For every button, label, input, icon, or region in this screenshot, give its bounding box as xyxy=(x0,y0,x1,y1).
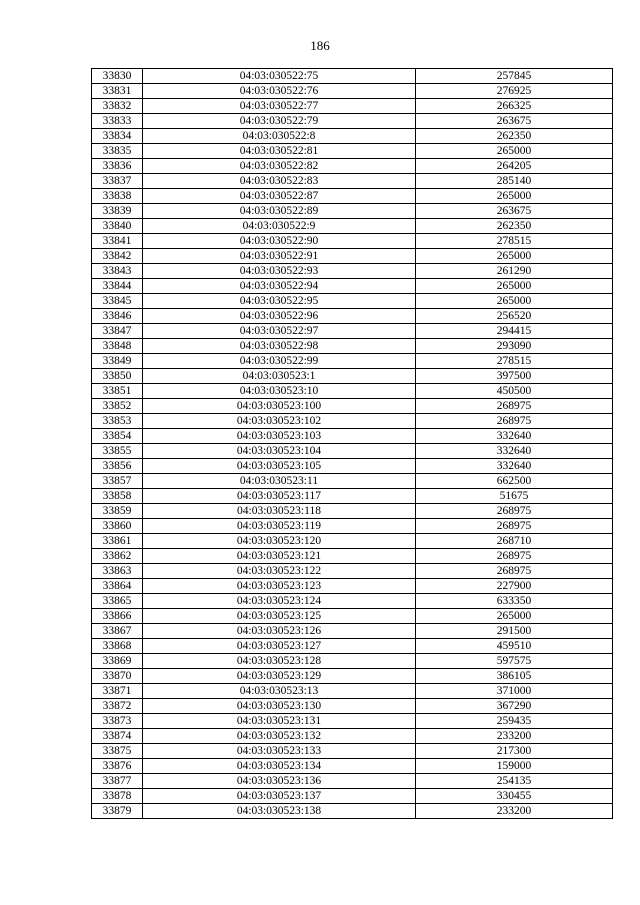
cadastral-number-cell: 04:03:030523:117 xyxy=(143,489,416,504)
row-number-cell: 33869 xyxy=(92,654,143,669)
row-number-cell: 33857 xyxy=(92,474,143,489)
value-cell: 259435 xyxy=(416,714,613,729)
value-cell: 662500 xyxy=(416,474,613,489)
value-cell: 227900 xyxy=(416,579,613,594)
table-row xyxy=(92,114,613,129)
value-cell: 262350 xyxy=(416,219,613,234)
cadastral-number-cell: 04:03:030522:9 xyxy=(143,219,416,234)
table-row xyxy=(92,714,613,729)
table-row xyxy=(92,279,613,294)
row-number-cell: 33879 xyxy=(92,804,143,819)
value-cell: 332640 xyxy=(416,429,613,444)
table-row xyxy=(92,444,613,459)
cadastral-number-cell: 04:03:030523:137 xyxy=(143,789,416,804)
value-cell: 265000 xyxy=(416,294,613,309)
value-cell: 268975 xyxy=(416,414,613,429)
table-row xyxy=(92,234,613,249)
cadastral-number-cell: 04:03:030523:127 xyxy=(143,639,416,654)
cadastral-number-cell: 04:03:030522:94 xyxy=(143,279,416,294)
cadastral-number-cell: 04:03:030522:89 xyxy=(143,204,416,219)
cadastral-number-cell: 04:03:030522:8 xyxy=(143,129,416,144)
row-number-cell: 33859 xyxy=(92,504,143,519)
table-row xyxy=(92,414,613,429)
value-cell: 261290 xyxy=(416,264,613,279)
table-row xyxy=(92,729,613,744)
value-cell: 265000 xyxy=(416,609,613,624)
row-number-cell: 33858 xyxy=(92,489,143,504)
cadastral-number-cell: 04:03:030523:131 xyxy=(143,714,416,729)
table-row xyxy=(92,519,613,534)
value-cell: 265000 xyxy=(416,279,613,294)
value-cell: 332640 xyxy=(416,444,613,459)
row-number-cell: 33849 xyxy=(92,354,143,369)
value-cell: 254135 xyxy=(416,774,613,789)
row-number-cell: 33836 xyxy=(92,159,143,174)
cadastral-number-cell: 04:03:030523:132 xyxy=(143,729,416,744)
table-row xyxy=(92,84,613,99)
cadastral-number-cell: 04:03:030522:81 xyxy=(143,144,416,159)
row-number-cell: 33839 xyxy=(92,204,143,219)
cadastral-number-cell: 04:03:030523:129 xyxy=(143,669,416,684)
table-row xyxy=(92,399,613,414)
table-row xyxy=(92,684,613,699)
cadastral-number-cell: 04:03:030523:105 xyxy=(143,459,416,474)
cadastral-number-cell: 04:03:030522:77 xyxy=(143,99,416,114)
cadastral-number-cell: 04:03:030522:76 xyxy=(143,84,416,99)
cadastral-number-cell: 04:03:030523:102 xyxy=(143,414,416,429)
table-row xyxy=(92,534,613,549)
row-number-cell: 33868 xyxy=(92,639,143,654)
table-row xyxy=(92,369,613,384)
cadastral-number-cell: 04:03:030522:82 xyxy=(143,159,416,174)
cadastral-number-cell: 04:03:030522:75 xyxy=(143,69,416,84)
value-cell: 268975 xyxy=(416,549,613,564)
row-number-cell: 33874 xyxy=(92,729,143,744)
value-cell: 263675 xyxy=(416,114,613,129)
row-number-cell: 33832 xyxy=(92,99,143,114)
value-cell: 459510 xyxy=(416,639,613,654)
table-row xyxy=(92,669,613,684)
row-number-cell: 33833 xyxy=(92,114,143,129)
value-cell: 597575 xyxy=(416,654,613,669)
table-row xyxy=(92,159,613,174)
value-cell: 367290 xyxy=(416,699,613,714)
row-number-cell: 33861 xyxy=(92,534,143,549)
value-cell: 633350 xyxy=(416,594,613,609)
row-number-cell: 33848 xyxy=(92,339,143,354)
row-number-cell: 33837 xyxy=(92,174,143,189)
cadastral-number-cell: 04:03:030523:123 xyxy=(143,579,416,594)
cadastral-number-cell: 04:03:030523:120 xyxy=(143,534,416,549)
row-number-cell: 33838 xyxy=(92,189,143,204)
cadastral-number-cell: 04:03:030523:134 xyxy=(143,759,416,774)
table-row xyxy=(92,339,613,354)
cadastral-number-cell: 04:03:030523:118 xyxy=(143,504,416,519)
cadastral-number-cell: 04:03:030523:10 xyxy=(143,384,416,399)
row-number-cell: 33851 xyxy=(92,384,143,399)
table-row xyxy=(92,264,613,279)
row-number-cell: 33854 xyxy=(92,429,143,444)
row-number-cell: 33847 xyxy=(92,324,143,339)
row-number-cell: 33844 xyxy=(92,279,143,294)
value-cell: 291500 xyxy=(416,624,613,639)
table-row xyxy=(92,249,613,264)
cadastral-number-cell: 04:03:030522:95 xyxy=(143,294,416,309)
value-cell: 233200 xyxy=(416,804,613,819)
value-cell: 263675 xyxy=(416,204,613,219)
cadastral-number-cell: 04:03:030523:121 xyxy=(143,549,416,564)
value-cell: 257845 xyxy=(416,69,613,84)
row-number-cell: 33850 xyxy=(92,369,143,384)
row-number-cell: 33865 xyxy=(92,594,143,609)
table-row xyxy=(92,324,613,339)
value-cell: 266325 xyxy=(416,99,613,114)
cadastral-number-cell: 04:03:030522:79 xyxy=(143,114,416,129)
cadastral-number-cell: 04:03:030523:138 xyxy=(143,804,416,819)
row-number-cell: 33864 xyxy=(92,579,143,594)
table-row xyxy=(92,309,613,324)
row-number-cell: 33876 xyxy=(92,759,143,774)
cadastral-number-cell: 04:03:030523:100 xyxy=(143,399,416,414)
cadastral-number-cell: 04:03:030522:91 xyxy=(143,249,416,264)
cadastral-number-cell: 04:03:030522:97 xyxy=(143,324,416,339)
row-number-cell: 33860 xyxy=(92,519,143,534)
value-cell: 265000 xyxy=(416,249,613,264)
page-number: 186 xyxy=(310,38,330,53)
table-row xyxy=(92,699,613,714)
table-row xyxy=(92,804,613,819)
row-number-cell: 33843 xyxy=(92,264,143,279)
row-number-cell: 33841 xyxy=(92,234,143,249)
value-cell: 371000 xyxy=(416,684,613,699)
value-cell: 159000 xyxy=(416,759,613,774)
table-row xyxy=(92,219,613,234)
value-cell: 233200 xyxy=(416,729,613,744)
table-row xyxy=(92,579,613,594)
value-cell: 265000 xyxy=(416,189,613,204)
cadastral-number-cell: 04:03:030522:96 xyxy=(143,309,416,324)
value-cell: 397500 xyxy=(416,369,613,384)
table-row xyxy=(92,384,613,399)
table-row xyxy=(92,759,613,774)
value-cell: 386105 xyxy=(416,669,613,684)
value-cell: 293090 xyxy=(416,339,613,354)
value-cell: 264205 xyxy=(416,159,613,174)
row-number-cell: 33872 xyxy=(92,699,143,714)
row-number-cell: 33830 xyxy=(92,69,143,84)
value-cell: 268975 xyxy=(416,564,613,579)
row-number-cell: 33875 xyxy=(92,744,143,759)
cadastral-number-cell: 04:03:030523:119 xyxy=(143,519,416,534)
table-row xyxy=(92,174,613,189)
cadastral-number-cell: 04:03:030523:136 xyxy=(143,774,416,789)
row-number-cell: 33873 xyxy=(92,714,143,729)
table-row xyxy=(92,474,613,489)
cadastral-number-cell: 04:03:030523:13 xyxy=(143,684,416,699)
table-row xyxy=(92,789,613,804)
cadastral-number-cell: 04:03:030523:130 xyxy=(143,699,416,714)
row-number-cell: 33862 xyxy=(92,549,143,564)
cadastral-number-cell: 04:03:030523:125 xyxy=(143,609,416,624)
row-number-cell: 33831 xyxy=(92,84,143,99)
table-row xyxy=(92,459,613,474)
row-number-cell: 33856 xyxy=(92,459,143,474)
value-cell: 268975 xyxy=(416,519,613,534)
value-cell: 265000 xyxy=(416,144,613,159)
table-row xyxy=(92,564,613,579)
row-number-cell: 33842 xyxy=(92,249,143,264)
table-row xyxy=(92,189,613,204)
cadastral-number-cell: 04:03:030522:87 xyxy=(143,189,416,204)
value-cell: 278515 xyxy=(416,234,613,249)
table-row xyxy=(92,99,613,114)
row-number-cell: 33855 xyxy=(92,444,143,459)
cadastral-number-cell: 04:03:030522:93 xyxy=(143,264,416,279)
cadastral-number-cell: 04:03:030522:83 xyxy=(143,174,416,189)
value-cell: 217300 xyxy=(416,744,613,759)
cadastral-number-cell: 04:03:030523:124 xyxy=(143,594,416,609)
row-number-cell: 33846 xyxy=(92,309,143,324)
cadastral-number-cell: 04:03:030522:90 xyxy=(143,234,416,249)
table-row xyxy=(92,504,613,519)
table-row xyxy=(92,204,613,219)
value-cell: 330455 xyxy=(416,789,613,804)
cadastral-number-cell: 04:03:030523:122 xyxy=(143,564,416,579)
table-row xyxy=(92,489,613,504)
row-number-cell: 33853 xyxy=(92,414,143,429)
value-cell: 278515 xyxy=(416,354,613,369)
row-number-cell: 33845 xyxy=(92,294,143,309)
table-row xyxy=(92,354,613,369)
data-table xyxy=(91,68,613,819)
table-row xyxy=(92,294,613,309)
table-row xyxy=(92,654,613,669)
row-number-cell: 33877 xyxy=(92,774,143,789)
value-cell: 268710 xyxy=(416,534,613,549)
cadastral-number-cell: 04:03:030523:11 xyxy=(143,474,416,489)
row-number-cell: 33863 xyxy=(92,564,143,579)
value-cell: 268975 xyxy=(416,399,613,414)
cadastral-number-cell: 04:03:030523:128 xyxy=(143,654,416,669)
row-number-cell: 33866 xyxy=(92,609,143,624)
value-cell: 262350 xyxy=(416,129,613,144)
table-row xyxy=(92,594,613,609)
value-cell: 285140 xyxy=(416,174,613,189)
cadastral-number-cell: 04:03:030523:133 xyxy=(143,744,416,759)
table-row xyxy=(92,429,613,444)
table-body xyxy=(92,69,613,819)
table-row xyxy=(92,129,613,144)
value-cell: 51675 xyxy=(416,489,613,504)
cadastral-number-cell: 04:03:030522:98 xyxy=(143,339,416,354)
table-row xyxy=(92,624,613,639)
value-cell: 294415 xyxy=(416,324,613,339)
cadastral-number-cell: 04:03:030523:1 xyxy=(143,369,416,384)
table-row xyxy=(92,144,613,159)
value-cell: 332640 xyxy=(416,459,613,474)
row-number-cell: 33852 xyxy=(92,399,143,414)
value-cell: 450500 xyxy=(416,384,613,399)
cadastral-number-cell: 04:03:030523:126 xyxy=(143,624,416,639)
table-row xyxy=(92,639,613,654)
value-cell: 268975 xyxy=(416,504,613,519)
table-row xyxy=(92,744,613,759)
row-number-cell: 33835 xyxy=(92,144,143,159)
row-number-cell: 33878 xyxy=(92,789,143,804)
row-number-cell: 33870 xyxy=(92,669,143,684)
value-cell: 256520 xyxy=(416,309,613,324)
value-cell: 276925 xyxy=(416,84,613,99)
row-number-cell: 33867 xyxy=(92,624,143,639)
cadastral-number-cell: 04:03:030523:103 xyxy=(143,429,416,444)
table-row xyxy=(92,609,613,624)
cadastral-number-cell: 04:03:030522:99 xyxy=(143,354,416,369)
table-row xyxy=(92,549,613,564)
table-row xyxy=(92,69,613,84)
table-row xyxy=(92,774,613,789)
row-number-cell: 33840 xyxy=(92,219,143,234)
row-number-cell: 33834 xyxy=(92,129,143,144)
row-number-cell: 33871 xyxy=(92,684,143,699)
cadastral-number-cell: 04:03:030523:104 xyxy=(143,444,416,459)
